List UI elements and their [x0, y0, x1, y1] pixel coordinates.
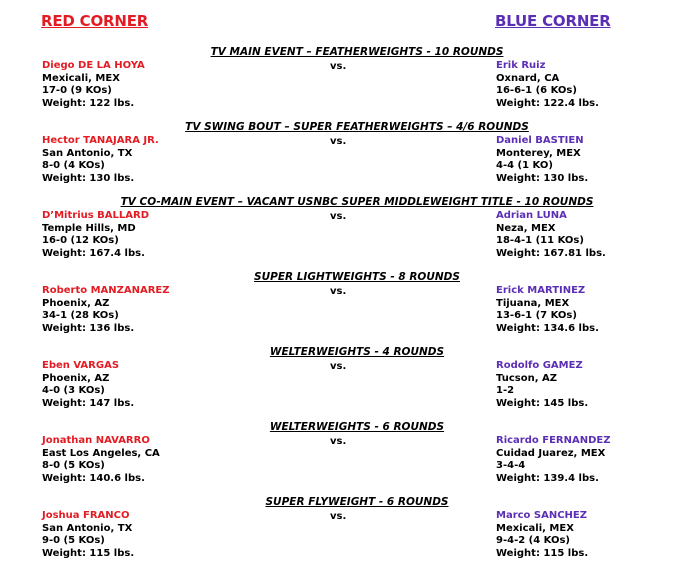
fighter-weight: Weight: 122.4 lbs. — [496, 97, 599, 109]
red-corner-fighter — [42, 60, 145, 110]
vs-label: vs. — [330, 436, 347, 447]
fighter-record: 16-6-1 (6 KOs) — [496, 85, 577, 97]
vs-label: vs. — [330, 511, 347, 522]
fighter-weight: Weight: 130 lbs. — [42, 172, 135, 184]
fighter-weight: Weight: 167.81 lbs. — [496, 247, 606, 259]
fighter-weight: Weight: 167.4 lbs. — [42, 247, 145, 259]
fighter-weight: Weight: 147 lbs. — [42, 397, 135, 409]
fighter-hometown: Mexicali, MEX — [496, 522, 574, 534]
bout-title: WELTERWEIGHTS - 4 ROUNDS — [269, 346, 445, 358]
blue-corner-fighter — [496, 135, 588, 185]
bout-block — [0, 196, 679, 271]
fighter-name: Diego DE LA HOYA — [42, 60, 145, 71]
red-corner-fighter — [42, 510, 134, 560]
blue-corner-fighter — [496, 435, 610, 485]
bout-title: TV SWING BOUT – SUPER FEATHERWEIGHTS – 4/6 ROUNDS — [185, 121, 529, 133]
bout-title: SUPER LIGHTWEIGHTS - 8 ROUNDS — [254, 271, 460, 283]
bout-block — [0, 421, 679, 496]
bout-title: SUPER FLYWEIGHT - 6 ROUNDS — [265, 496, 449, 508]
fighter-name: D’Mitrius BALLARD — [42, 210, 150, 221]
blue-corner-fighter — [496, 510, 588, 560]
fighter-name: Hector TANAJARA JR. — [42, 135, 159, 146]
bout-block — [0, 346, 679, 421]
fighter-hometown: Phoenix, AZ — [42, 297, 110, 309]
fighter-name: Daniel BASTIEN — [496, 135, 584, 146]
fighter-record: 16-0 (12 KOs) — [42, 235, 119, 247]
red-corner-fighter — [42, 210, 149, 260]
fighter-record: 18-4-1 (11 KOs) — [496, 235, 584, 247]
fighter-hometown: San Antonio, TX — [42, 147, 133, 159]
fighter-weight: Weight: 145 lbs. — [496, 397, 589, 409]
blue-corner-fighter — [496, 360, 588, 410]
fighter-hometown: Monterey, MEX — [496, 147, 581, 159]
fighter-weight: Weight: 122 lbs. — [42, 97, 135, 109]
fighter-weight: Weight: 136 lbs. — [42, 322, 135, 334]
vs-label: vs. — [330, 211, 347, 222]
fighter-name: Adrian LUNA — [496, 210, 567, 221]
vs-label: vs. — [330, 61, 347, 72]
blue-corner-fighter — [496, 210, 606, 260]
fighter-hometown: Oxnard, CA — [496, 72, 560, 84]
fighter-weight: Weight: 139.4 lbs. — [496, 472, 599, 484]
bout-title: TV CO-MAIN EVENT – VACANT USNBC SUPER MIDDLEWEIGHT TITLE - 10 ROUNDS — [120, 196, 594, 208]
red-corner-fighter — [42, 285, 170, 335]
fighter-hometown: San Antonio, TX — [42, 522, 133, 534]
fighter-record: 13-6-1 (7 KOs) — [496, 310, 577, 322]
fighter-record: 4-4 (1 KO) — [496, 160, 553, 172]
vs-label: vs. — [330, 361, 347, 372]
blue-corner-fighter — [496, 285, 599, 335]
fighter-weight: Weight: 115 lbs. — [496, 547, 589, 559]
fighter-name: Erick MARTINEZ — [496, 285, 586, 296]
fighter-record: 34-1 (28 KOs) — [42, 310, 119, 322]
fighter-name: Roberto MANZANAREZ — [42, 285, 170, 296]
fighter-name: Erik Ruiz — [496, 60, 546, 71]
fighter-hometown: Tucson, AZ — [496, 372, 557, 384]
fighter-name: Jonathan NAVARRO — [42, 435, 150, 446]
fighter-record: 9-4-2 (4 KOs) — [496, 535, 570, 547]
fighter-record: 4-0 (3 KOs) — [42, 385, 105, 397]
vs-label: vs. — [330, 286, 347, 297]
vs-label: vs. — [330, 136, 347, 147]
fighter-record: 1-2 — [496, 385, 515, 397]
red-corner-fighter — [42, 360, 134, 410]
red-corner-fighter — [42, 435, 160, 485]
fighter-hometown: Cuidad Juarez, MEX — [496, 447, 606, 459]
fighter-weight: Weight: 134.6 lbs. — [496, 322, 599, 334]
fighter-hometown: Temple Hills, MD — [42, 222, 136, 234]
fighter-name: Marco SANCHEZ — [496, 510, 588, 521]
fighter-name: Eben VARGAS — [42, 360, 120, 371]
fighter-hometown: Phoenix, AZ — [42, 372, 110, 384]
fighter-hometown: Mexicali, MEX — [42, 72, 120, 84]
bout-title: TV MAIN EVENT – FEATHERWEIGHTS - 10 ROUNDS — [210, 46, 504, 58]
bout-block — [0, 496, 679, 571]
red-corner-heading: RED CORNER — [41, 12, 149, 30]
fighter-record: 9-0 (5 KOs) — [42, 535, 105, 547]
blue-corner-heading: BLUE CORNER — [495, 12, 611, 30]
fighter-hometown: Neza, MEX — [496, 222, 556, 234]
fighter-name: Ricardo FERNANDEZ — [496, 435, 611, 446]
fighter-record: 3-4-4 — [496, 460, 526, 472]
bout-title: WELTERWEIGHTS - 6 ROUNDS — [269, 421, 445, 433]
fighter-name: Joshua FRANCO — [42, 510, 130, 521]
fighter-weight: Weight: 140.6 lbs. — [42, 472, 145, 484]
fighter-record: 8-0 (4 KOs) — [42, 160, 105, 172]
fighter-record: 8-0 (5 KOs) — [42, 460, 105, 472]
bout-block — [0, 121, 679, 196]
fighter-hometown: East Los Angeles, CA — [42, 447, 160, 459]
fighter-hometown: Tijuana, MEX — [496, 297, 570, 309]
bout-block — [0, 46, 679, 121]
bout-list — [0, 46, 679, 571]
fighter-name: Rodolfo GAMEZ — [496, 360, 583, 371]
fighter-weight: Weight: 130 lbs. — [496, 172, 589, 184]
bout-block — [0, 271, 679, 346]
red-corner-fighter — [42, 135, 159, 185]
blue-corner-fighter — [496, 60, 599, 110]
fighter-record: 17-0 (9 KOs) — [42, 85, 112, 97]
fighter-weight: Weight: 115 lbs. — [42, 547, 135, 559]
